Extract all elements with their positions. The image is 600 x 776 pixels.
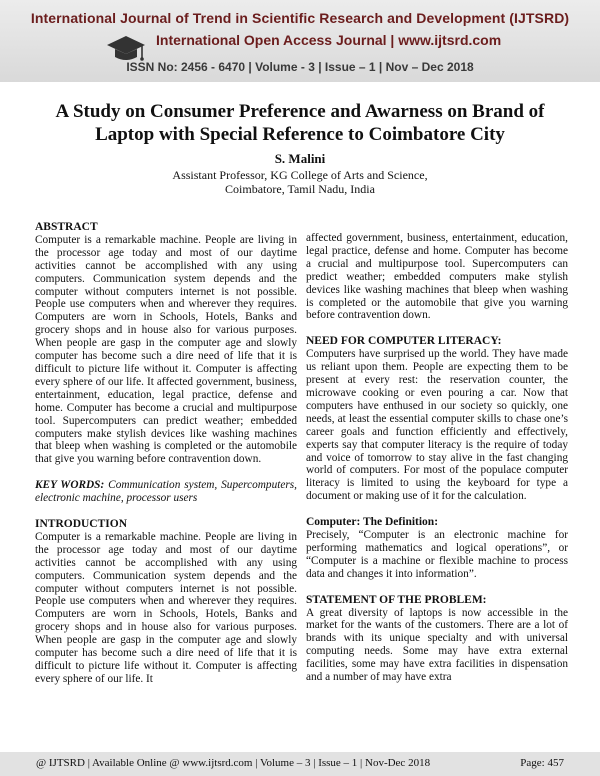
affiliation-line-1: Assistant Professor, KG College of Arts and Science, bbox=[172, 168, 428, 182]
page-footer bbox=[0, 752, 600, 776]
definition-heading: Computer: The Definition: bbox=[306, 516, 439, 529]
affiliation-line-2: Coimbatore, Tamil Nadu, India bbox=[225, 182, 375, 196]
introduction-heading: INTRODUCTION bbox=[35, 518, 128, 531]
abstract-text: Computer is a remarkable machine. People are living in the processor age today and most of our daytime activities cannot be accomplished with any using computers. Communication system depends and the computer without computers internet is not possible. People use computers when and wherever they requires. Computers are worn in Schools, Hotels, Banks and grocery shops and in house also for various purposes. When people are gasp in the computer age and slowly computer has become such a dire need of life that it is difficult to picture life without it. Computer is affecting every sphere of our life. It affected government, business, entertainment, education, legal practice, defense and home. Computer has become a crucial and multipurpose tool. Supercomputers can predict weather; embedded computers make stylish devices like washing machines that bleep when washing is completed or the automobile that give you warning before contravention down. bbox=[35, 233, 297, 466]
issue-info: ISSN No: 2456 - 6470 | Volume - 3 | Issue – 1 | Nov – Dec 2018 bbox=[126, 60, 474, 74]
definition-text: Precisely, “Computer is an electronic machine for performing mathematics and logical operations”, or “Computer is a machine or flexible machine to process data and changes it into information”. bbox=[306, 529, 568, 580]
keywords-text: Communication system, Supercomputers, electronic machine, processor users bbox=[35, 479, 297, 505]
abstract-heading: ABSTRACT bbox=[35, 221, 98, 233]
journal-name: International Journal of Trend in Scientific Research and Development (IJTSRD) bbox=[30, 10, 570, 26]
abstract-continuation: affected government, business, entertainment, education, legal practice, defense and home. Computer has become a crucial and multipurpose tool. Supercomputers can predict weather; embedded computers make stylish devices like washing machines that bleep when washing is completed or the automobile that give you warning before contravention down. bbox=[306, 232, 568, 322]
keywords-label: KEY WORDS: bbox=[35, 479, 105, 492]
footer-citation: @ IJTSRD | Available Online @ www.ijtsrd.com | Volume – 3 | Issue – 1 | Nov-Dec 2018 bbox=[36, 757, 431, 769]
problem-text: A great diversity of laptops is now accessible in the market for the wants of the customers. There are a lot of brands with its unique specialty and with universal computing needs. Some may have extra external facilities, some may have extra facilities in dispensation and a number of may have extra bbox=[306, 606, 568, 684]
problem-heading: STATEMENT OF THE PROBLEM: bbox=[306, 593, 487, 606]
page-number: Page: 457 bbox=[520, 757, 564, 769]
keywords bbox=[35, 479, 297, 505]
left-column bbox=[35, 221, 297, 686]
journal-subtitle: International Open Access Journal | www.ijtsrd.com bbox=[156, 32, 502, 48]
literacy-heading: NEED FOR COMPUTER LITERACY: bbox=[306, 335, 502, 348]
journal-header bbox=[0, 0, 600, 82]
literacy-text: Computers have surprised up the world. They have made us reliant upon them. People are expecting them to be present at every rest: the reservation counter, the microwave cooking or even pouring a car. Now that computers have enthused in our society so quickly, one needs, at least the essential computer skills to chase one’s career goals and function efficiently and effectively, experts say that computer literacy is the require of today and voice of tomorrow to stay alive in the fast changing world of computers. For most of the populace computer literacy is limited to using the keyboard for type a document or making use of it for the calculation. bbox=[306, 348, 568, 503]
paper-title: A Study on Consumer Preference and Awarness on Brand of Laptop with Special Reference to Coimbatore City bbox=[55, 101, 545, 145]
introduction-text: Computer is a remarkable machine. People are living in the processor age today and most of our daytime activities cannot be accomplished with any using computers. Communication system depends and the computer without computers internet is not possible. People use computers when and wherever they requires. Computers are worn in Schools, Hotels, Banks and grocery shops and in house also for various purposes. When people are gasp in the computer age and slowly computer has become such a dire need of life that it is difficult to picture life without it. Computer is affecting every sphere of our life. It bbox=[35, 530, 297, 685]
author-name: S. Malini bbox=[274, 151, 326, 166]
right-column bbox=[306, 232, 568, 684]
